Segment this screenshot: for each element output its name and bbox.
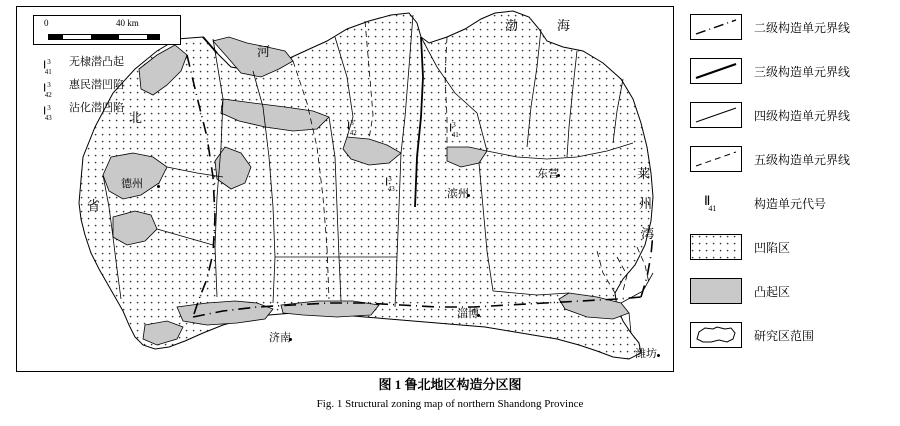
legend-item-second-order-boundary: [690, 10, 850, 44]
list-item: [43, 78, 124, 100]
legend-label-uplift: 凸起区: [754, 284, 791, 299]
legend-label-unit-code: 构造单元代号: [754, 196, 827, 211]
scale-bar-graphic: [48, 34, 160, 40]
map-panel: [16, 6, 674, 372]
figure-caption-english: Fig. 1 Structural zoning map of northern Shandong Province: [316, 398, 584, 410]
legend-item-third-order-boundary: [690, 54, 850, 88]
unit-code-text: 沾化潜凹陷: [69, 101, 124, 114]
legend-swatch-unit-code: [690, 190, 742, 216]
city-label-binzhou: 滨州: [447, 188, 469, 200]
region-label-hebei-1: 河: [257, 44, 271, 59]
unit-code-symbol: Ⅰ$^3_{43}$: [43, 103, 52, 122]
city-dot-weifang: [657, 354, 660, 357]
list-item: [43, 55, 124, 77]
scale-bar-max-label: 40 km: [116, 18, 139, 28]
region-label-hebei-2: 北: [129, 110, 143, 125]
legend-item-fifth-order-boundary: [690, 142, 850, 176]
legend-label-second-order: 二级构造单元界线: [754, 20, 851, 35]
region-label-laizhouwan-1: 莱: [637, 166, 651, 181]
legend-item-unit-code: [690, 186, 826, 220]
legend-swatch-fourth-order: [690, 102, 742, 128]
legend-label-fourth-order: 四级构造单元界线: [754, 108, 851, 123]
legend-swatch-fifth-order: [690, 146, 742, 172]
city-label-jinan: 济南: [269, 332, 291, 344]
map-code-label-3: Ⅰ$^3_{43}$: [385, 175, 395, 193]
list-item: [43, 101, 124, 123]
city-label-weifang: 潍坊: [635, 348, 657, 360]
unit-code-text: 惠民潜凹陷: [69, 78, 124, 91]
unit-code-text: 无棣潜凸起: [69, 56, 124, 68]
unit-code-sample: $Ⅱ_{41}$: [704, 193, 717, 213]
legend-swatch-depression: [690, 234, 742, 260]
figure-caption-chinese: 图 1 鲁北地区构造分区图: [378, 377, 522, 392]
region-label-hebei-3: 省: [87, 198, 101, 213]
legend-swatch-study-area: [690, 322, 742, 348]
legend-label-third-order: 三级构造单元界线: [754, 64, 851, 79]
region-label-laizhouwan-3: 湾: [641, 226, 655, 241]
city-label-dezhou: 德州: [121, 178, 143, 190]
region-label-bohai-2: 海: [557, 18, 571, 33]
legend-label-study-area: 研究区范围: [754, 328, 815, 343]
map-unit-code-list: [43, 55, 124, 124]
legend-label-fifth-order: 五级构造单元界线: [754, 152, 851, 167]
city-label-zibo: 淄博: [457, 308, 479, 320]
legend-label-depression: 凹陷区: [754, 240, 791, 255]
legend-item-depression-area: [690, 230, 790, 264]
legend-swatch-second-order: [690, 14, 742, 40]
scale-bar-min-label: 0: [44, 18, 49, 28]
unit-code-symbol: Ⅰ$^3_{41}$: [43, 58, 52, 76]
scale-bar: [33, 15, 181, 45]
legend-swatch-third-order: [690, 58, 742, 84]
unit-code-symbol: Ⅰ$^3_{42}$: [43, 80, 52, 99]
region-label-bohai-1: 渤: [505, 18, 519, 33]
legend-item-fourth-order-boundary: [690, 98, 850, 132]
legend-panel: [690, 6, 890, 370]
legend-swatch-uplift: [690, 278, 742, 304]
region-label-laizhouwan-2: 州: [639, 196, 653, 211]
map-code-label-2: Ⅰ$^3_{41}$: [449, 121, 459, 139]
city-dot-dezhou: [157, 185, 160, 188]
legend-item-study-area-extent: [690, 318, 814, 352]
legend-item-uplift-area: [690, 274, 790, 308]
map-code-label-1: Ⅰ$^3_{42}$: [347, 119, 357, 137]
city-label-dongying: 东营: [537, 168, 559, 180]
